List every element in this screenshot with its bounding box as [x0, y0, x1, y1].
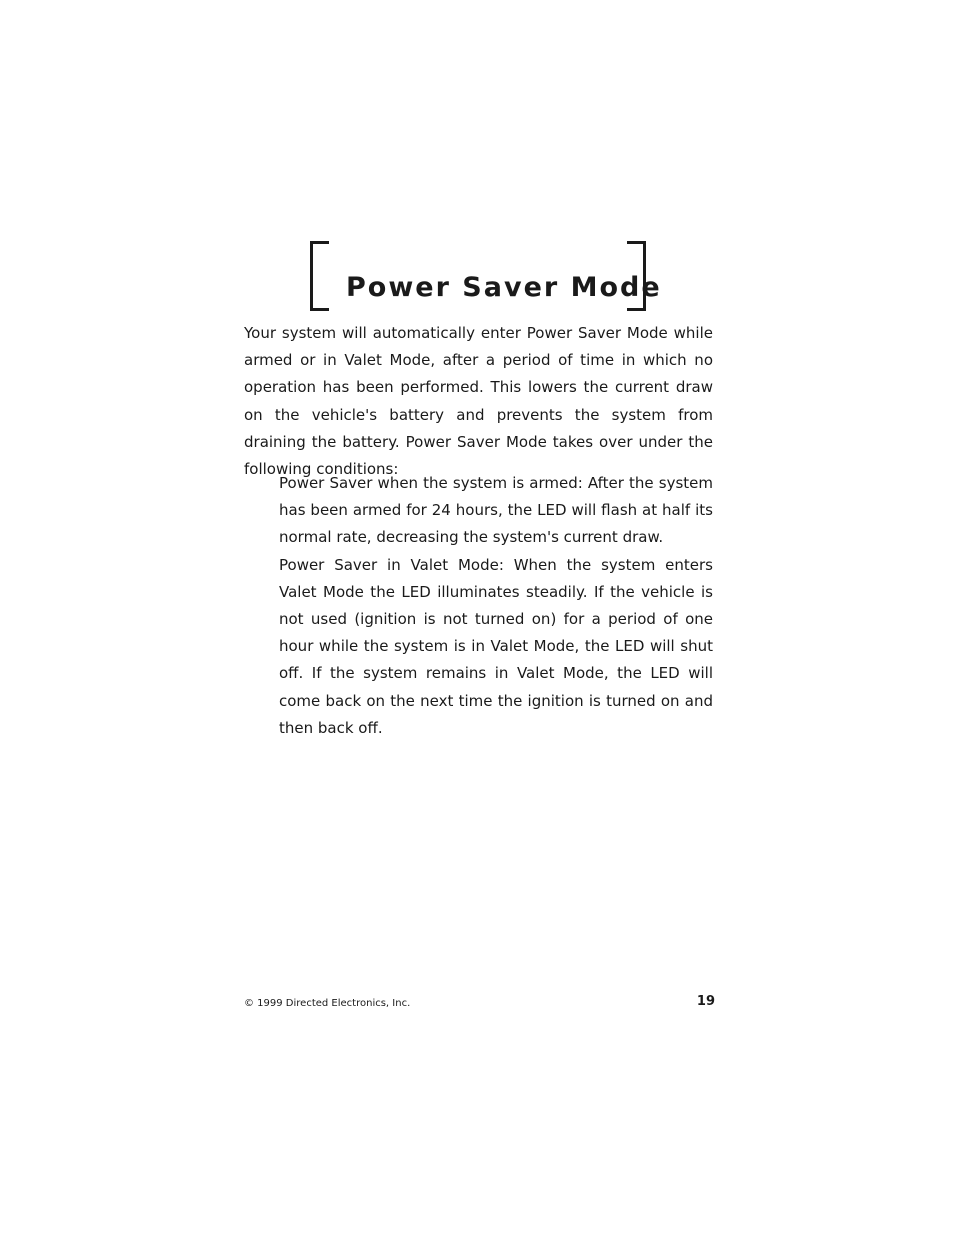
conditions-list — [279, 470, 713, 742]
condition-armed-paragraph: Power Saver when the system is armed: After the system has been armed for 24 hours, the LED will flash at half its normal rate, decreasing the system's current draw. — [279, 474, 713, 547]
right-bracket-decoration — [627, 241, 646, 311]
condition-valet-paragraph: Power Saver in Valet Mode: When the system enters Valet Mode the LED illuminates steadily. If the vehicle is not used (ignition is not turned on) for a period of one hour while the system is in Valet Mode, the LED will shut off. If the system remains in Valet Mode, the LED will come back on the next time the ignition is turned on and then back off. — [279, 555, 713, 737]
page-title: Power Saver Mode — [346, 272, 662, 304]
intro-paragraph: Your system will automatically enter Power Saver Mode while armed or in Valet Mode, after a period of time in which no operation has been performed. This lowers the current draw on the vehicle's battery and prevents the system from draining the battery. Power Saver Mode takes over under the following conditions: — [244, 324, 713, 479]
copyright-notice: © 1999 Directed Electronics, Inc. — [244, 998, 411, 1009]
left-bracket-decoration — [310, 241, 329, 311]
page-number: 19 — [696, 994, 715, 1009]
section-heading — [310, 241, 662, 309]
